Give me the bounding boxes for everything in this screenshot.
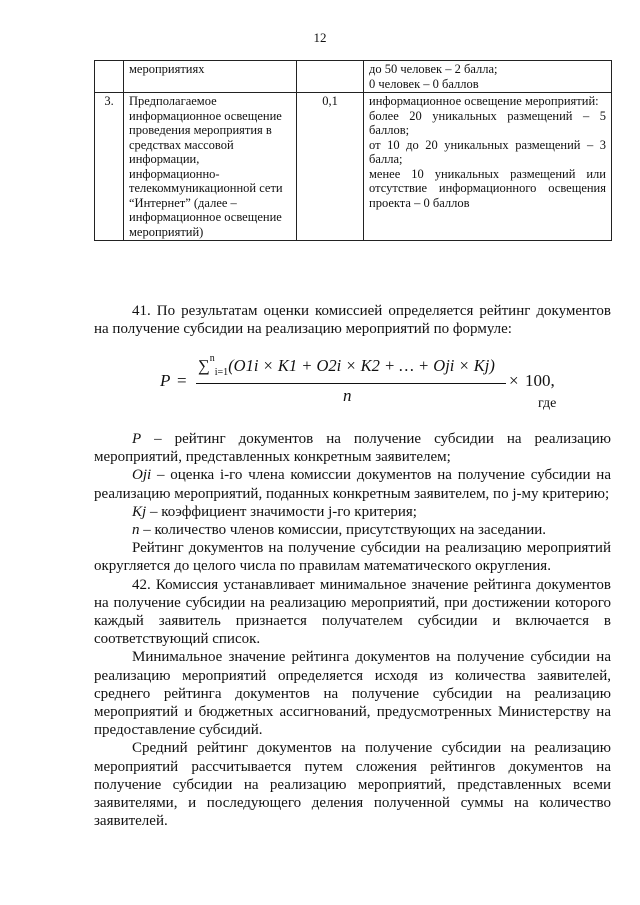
paragraph-rounding: Рейтинг документов на получение субсидии на реализацию мероприятий округляется до целого числа по правилам математического округления. [94, 540, 611, 575]
definition-o [94, 466, 611, 502]
definition-symbol: n [132, 522, 140, 539]
criteria-table [94, 60, 612, 241]
definition-text: – количество членов комиссии, присутствующих на заседании. [139, 522, 547, 539]
table-cell-scale [364, 61, 612, 93]
scale-line: до 50 человек – 2 балла; [369, 62, 498, 76]
paragraph-average-rating: Средний рейтинг документов на получение субсидии на реализацию мероприятий рассчитывается путем сложения рейтингов документов на получение субсидии на реализацию мероприятий, представленных всеми заявителями, и последующего деления полученной суммы на количество заявителей. [94, 740, 611, 830]
table-row [95, 93, 612, 241]
scale-line: 0 человек – 0 баллов [369, 76, 479, 91]
paragraph-minimum-rating: Минимальное значение рейтинга документов на получение субсидии на реализацию мероприятий определяется исходя из количества заявителей, среднего рейтинга документов на получение субсидии на реализацию мероприятий и бюджетных ассигнований, предусмотренных Министерству на предоставление субсидий. [94, 649, 611, 739]
definition-symbol: Kj [132, 503, 147, 520]
definition-p [94, 430, 611, 466]
formula-lhs: P [160, 371, 171, 390]
table-cell-number: 3. [95, 93, 124, 241]
main-text [94, 430, 611, 830]
paragraph-42: 42. Комиссия устанавливает минимальное значение рейтинга документов на получение субсидии на реализацию мероприятий, при достижении которого каждый заявитель признается получателем субсидии и включается в соответствующий список. [94, 576, 611, 648]
formula-numerator [198, 353, 495, 378]
table-row [95, 61, 612, 93]
definition-n [94, 521, 611, 539]
paragraph-41-block [94, 302, 611, 338]
table-cell-criterion: Предполагаемое информационное освещение проведения мероприятия в средствах массовой информации, информационно-телекоммуникационной сети “Интернет” (далее – информационное освещение мероприятий) [124, 93, 297, 241]
formula-times: × [509, 371, 519, 390]
formula-where: где [538, 396, 557, 411]
formula-equals: = [177, 371, 187, 390]
table-cell-criterion: мероприятиях [124, 61, 297, 93]
page-number: 12 [313, 30, 327, 45]
definition-text: – оценка i-го члена комиссии документов на получение субсидии на реализацию мероприятий, поданных конкретным заявителем, по j-му критерию; [94, 467, 611, 502]
scale-line: от 10 до 20 уникальных размещений – 3 балла; [369, 137, 606, 166]
scale-line: более 20 уникальных размещений – 5 баллов; [369, 108, 606, 137]
definition-text: – коэффициент значимости j-го критерия; [146, 503, 417, 520]
sum-upper-limit: n [209, 353, 215, 364]
scale-line: менее 10 уникальных размещений или отсутствие информационного освещения проекта – 0 баллов [369, 166, 606, 210]
fraction-line [196, 383, 506, 384]
table-cell-scale [364, 93, 612, 241]
scale-line: информационное освещение мероприятий: [369, 94, 599, 108]
table-cell-number [95, 61, 124, 93]
sum-symbol: ∑ [198, 356, 210, 375]
sum-lower-limit: i=1 [214, 367, 229, 378]
table-cell-weight [297, 61, 364, 93]
definition-symbol: P [132, 431, 142, 447]
definition-text: – рейтинг документов на получение субсидии на реализацию мероприятий, представленных конкретным заявителем; [94, 431, 611, 466]
numerator-body: (O1i × K1 + O2i × K2 + … + Oji × Kj) [228, 356, 495, 375]
rating-formula [160, 349, 620, 419]
definition-symbol: Oji [132, 467, 152, 484]
table-cell-weight: 0,1 [297, 93, 364, 241]
definition-k [94, 503, 611, 521]
formula-hundred: 100, [525, 371, 555, 390]
formula-denominator: n [343, 386, 352, 405]
paragraph-41: 41. По результатам оценки комиссией определяется рейтинг документов на получение субсидии на реализацию мероприятий по формуле: [94, 303, 611, 338]
